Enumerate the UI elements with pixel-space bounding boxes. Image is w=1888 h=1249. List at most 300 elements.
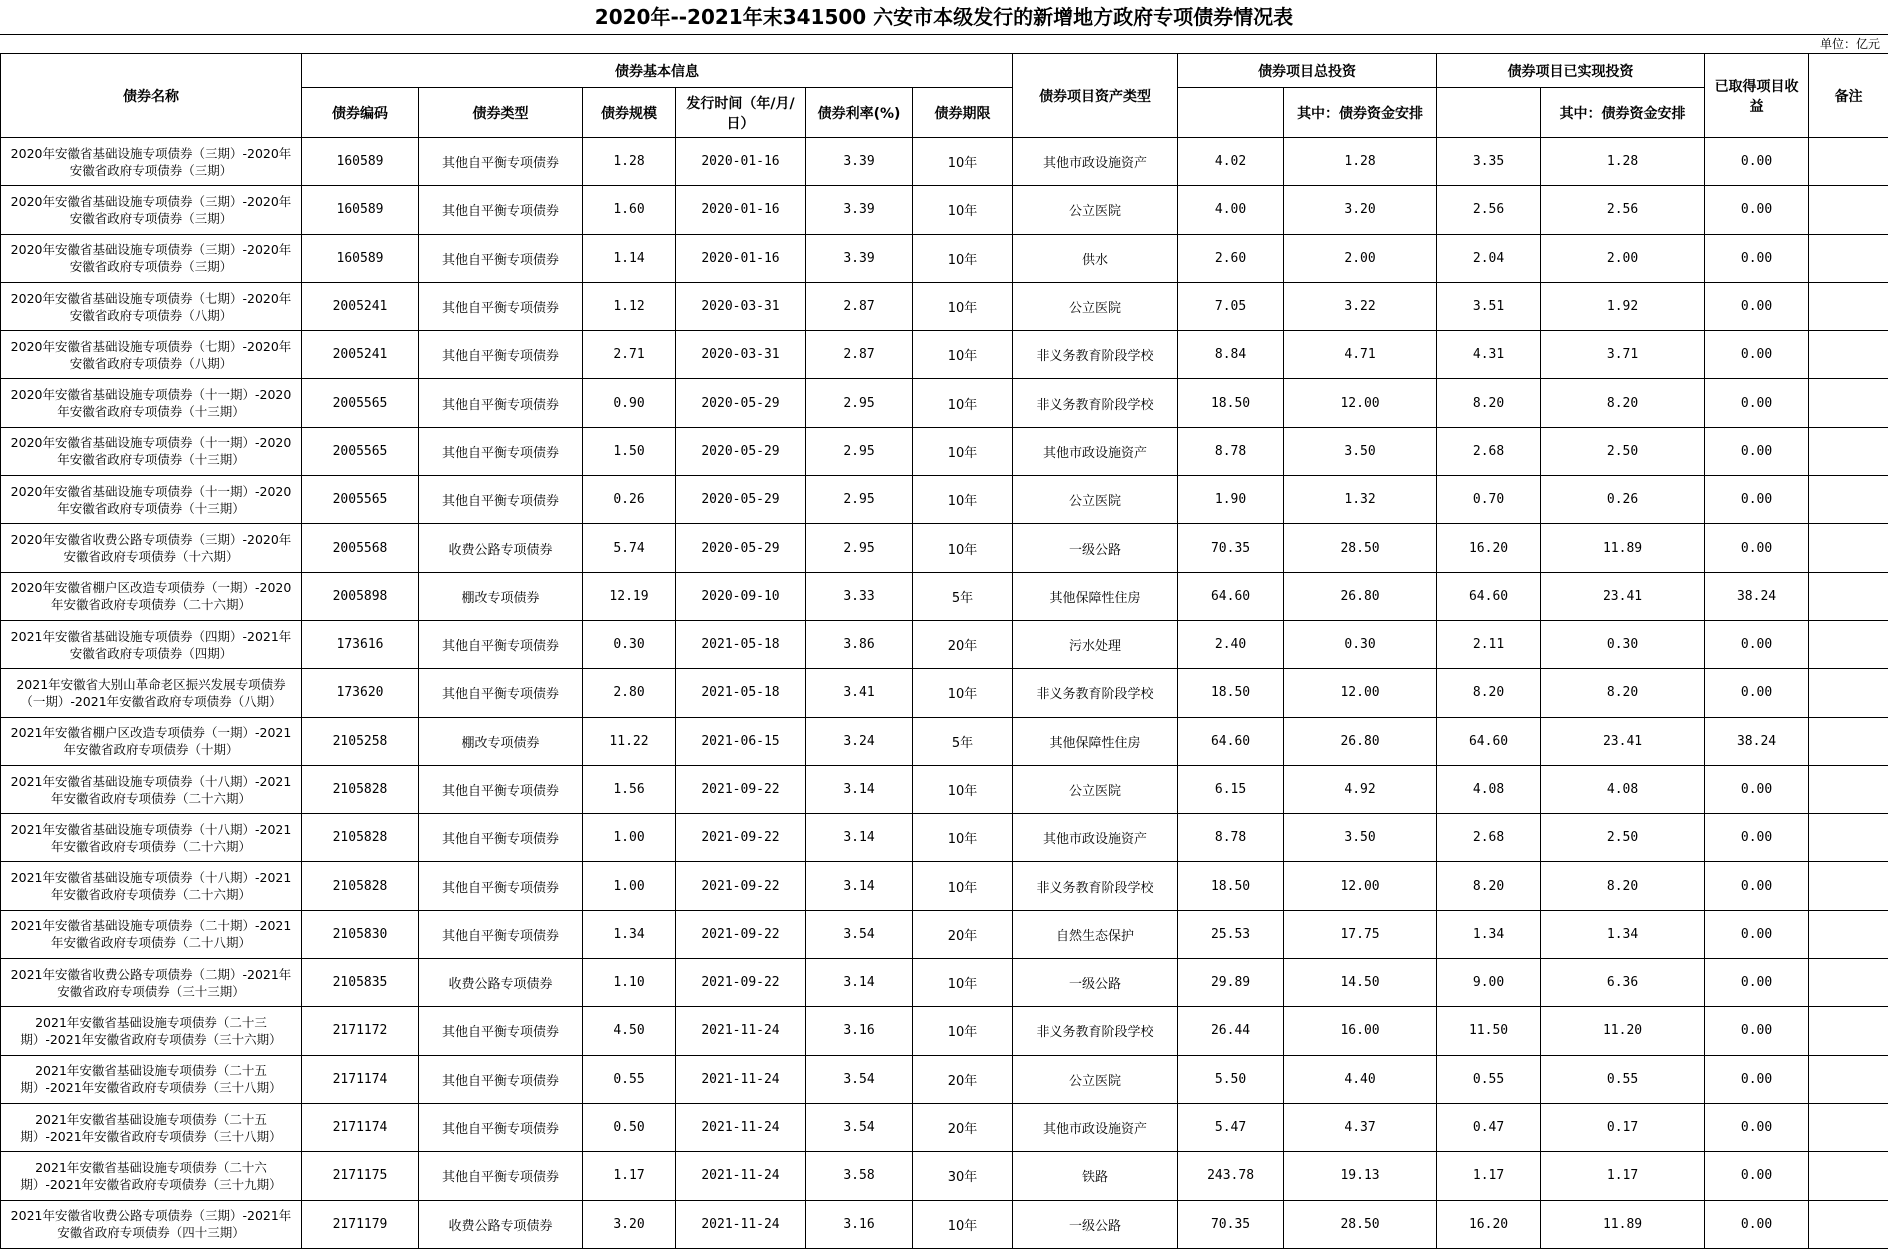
total-investment-cell: 5.50 <box>1178 1055 1284 1103</box>
table-row <box>1 765 1888 813</box>
bond-code-cell: 2005565 <box>302 379 419 427</box>
issue-date-cell: 2020-05-29 <box>676 379 806 427</box>
interest-rate-cell: 3.41 <box>806 669 913 717</box>
revenue-cell: 0.00 <box>1705 1152 1809 1200</box>
total-investment-cell: 18.50 <box>1178 862 1284 910</box>
bond-type-cell: 收费公路专项债券 <box>419 524 583 572</box>
bond-code-cell: 2171174 <box>302 1103 419 1151</box>
interest-rate-cell: 2.87 <box>806 331 913 379</box>
total-bond-funds-cell: 17.75 <box>1284 910 1437 958</box>
bond-name-cell <box>1 1007 302 1055</box>
header-bond-scale: 债券规模 <box>583 88 676 138</box>
table-row <box>1 620 1888 668</box>
asset-type-cell: 铁路 <box>1013 1152 1178 1200</box>
revenue-cell: 0.00 <box>1705 1103 1809 1151</box>
revenue-cell: 0.00 <box>1705 669 1809 717</box>
total-bond-funds-cell: 2.00 <box>1284 234 1437 282</box>
revenue-cell: 0.00 <box>1705 427 1809 475</box>
bond-type-cell: 其他自平衡专项债券 <box>419 379 583 427</box>
bond-code-cell: 2171174 <box>302 1055 419 1103</box>
realized-bond-funds-cell: 1.92 <box>1541 282 1705 330</box>
issue-date-cell: 2021-05-18 <box>676 669 806 717</box>
remarks-cell <box>1809 1055 1888 1103</box>
revenue-cell: 0.00 <box>1705 282 1809 330</box>
asset-type-cell: 供水 <box>1013 234 1178 282</box>
total-investment-cell: 1.90 <box>1178 476 1284 524</box>
bond-scale-cell: 0.30 <box>583 620 676 668</box>
realized-bond-funds-cell: 8.20 <box>1541 379 1705 427</box>
total-bond-funds-cell: 4.71 <box>1284 331 1437 379</box>
asset-type-cell: 公立医院 <box>1013 765 1178 813</box>
total-bond-funds-cell: 0.30 <box>1284 620 1437 668</box>
bond-name-text: 2020年安徽省基础设施专项债券（十一期）-2020年安徽省政府专项债券（十三期） <box>10 387 292 420</box>
realized-investment-cell: 0.47 <box>1437 1103 1541 1151</box>
bond-name-text: 2021年安徽省基础设施专项债券（二十期）-2021年安徽省政府专项债券（二十八期） <box>10 918 292 951</box>
bond-name-cell <box>1 620 302 668</box>
interest-rate-cell: 2.95 <box>806 524 913 572</box>
remarks-cell <box>1809 379 1888 427</box>
bond-name-cell <box>1 1152 302 1200</box>
bond-code-cell: 2105835 <box>302 959 419 1007</box>
issue-date-cell: 2020-05-29 <box>676 427 806 475</box>
bond-scale-cell: 1.34 <box>583 910 676 958</box>
total-investment-cell: 26.44 <box>1178 1007 1284 1055</box>
bond-name-cell <box>1 476 302 524</box>
table-row <box>1 379 1888 427</box>
asset-type-cell: 自然生态保护 <box>1013 910 1178 958</box>
remarks-cell <box>1809 186 1888 234</box>
realized-bond-funds-cell: 8.20 <box>1541 862 1705 910</box>
bond-type-cell: 棚改专项债券 <box>419 717 583 765</box>
bond-scale-cell: 1.28 <box>583 138 676 186</box>
asset-type-cell: 公立医院 <box>1013 282 1178 330</box>
bond-code-cell: 2171172 <box>302 1007 419 1055</box>
header-realized-investment: 债券项目已实现投资 <box>1437 54 1705 88</box>
table-row <box>1 717 1888 765</box>
table-row <box>1 186 1888 234</box>
realized-investment-cell: 2.68 <box>1437 814 1541 862</box>
bond-name-cell <box>1 234 302 282</box>
issue-date-cell: 2021-06-15 <box>676 717 806 765</box>
header-asset-type: 债券项目资产类型 <box>1013 54 1178 138</box>
interest-rate-cell: 3.14 <box>806 959 913 1007</box>
revenue-cell: 0.00 <box>1705 1055 1809 1103</box>
term-cell: 20年 <box>913 910 1013 958</box>
total-investment-cell: 64.60 <box>1178 572 1284 620</box>
bond-type-cell: 其他自平衡专项债券 <box>419 282 583 330</box>
total-investment-cell: 64.60 <box>1178 717 1284 765</box>
header-total-amount <box>1178 88 1284 138</box>
bond-name-cell <box>1 186 302 234</box>
bond-scale-cell: 2.80 <box>583 669 676 717</box>
total-investment-cell: 4.02 <box>1178 138 1284 186</box>
realized-investment-cell: 3.35 <box>1437 138 1541 186</box>
realized-bond-funds-cell: 23.41 <box>1541 572 1705 620</box>
term-cell: 10年 <box>913 427 1013 475</box>
realized-investment-cell: 16.20 <box>1437 524 1541 572</box>
remarks-cell <box>1809 427 1888 475</box>
asset-type-cell: 其他市政设施资产 <box>1013 1103 1178 1151</box>
remarks-cell <box>1809 1007 1888 1055</box>
bond-code-cell: 2105828 <box>302 814 419 862</box>
term-cell: 10年 <box>913 1007 1013 1055</box>
bond-name-cell <box>1 379 302 427</box>
asset-type-cell: 公立医院 <box>1013 476 1178 524</box>
remarks-cell <box>1809 1152 1888 1200</box>
bond-scale-cell: 4.50 <box>583 1007 676 1055</box>
header-realized-amount <box>1437 88 1541 138</box>
bond-scale-cell: 0.55 <box>583 1055 676 1103</box>
asset-type-cell: 非义务教育阶段学校 <box>1013 669 1178 717</box>
interest-rate-cell: 3.58 <box>806 1152 913 1200</box>
total-investment-cell: 2.40 <box>1178 620 1284 668</box>
bond-code-cell: 2005565 <box>302 427 419 475</box>
realized-investment-cell: 8.20 <box>1437 379 1541 427</box>
total-bond-funds-cell: 12.00 <box>1284 379 1437 427</box>
bond-name-text: 2020年安徽省基础设施专项债券（三期）-2020年安徽省政府专项债券（三期） <box>10 193 292 226</box>
interest-rate-cell: 3.39 <box>806 138 913 186</box>
bond-name-cell <box>1 862 302 910</box>
bond-name-cell <box>1 1103 302 1151</box>
remarks-cell <box>1809 814 1888 862</box>
bond-name-text: 2021年安徽省棚户区改造专项债券（一期）-2021年安徽省政府专项债券（十期） <box>10 725 292 758</box>
interest-rate-cell: 3.33 <box>806 572 913 620</box>
header-bond-name: 债券名称 <box>1 54 302 138</box>
bond-name-text: 2021年安徽省基础设施专项债券（二十五期）-2021年安徽省政府专项债券（三十八期） <box>20 1111 282 1144</box>
issue-date-cell: 2021-09-22 <box>676 862 806 910</box>
issue-date-cell: 2020-01-16 <box>676 138 806 186</box>
total-investment-cell: 18.50 <box>1178 669 1284 717</box>
asset-type-cell: 非义务教育阶段学校 <box>1013 379 1178 427</box>
realized-investment-cell: 3.51 <box>1437 282 1541 330</box>
term-cell: 20年 <box>913 1055 1013 1103</box>
bond-code-cell: 160589 <box>302 234 419 282</box>
total-investment-cell: 8.78 <box>1178 427 1284 475</box>
realized-bond-funds-cell: 0.17 <box>1541 1103 1705 1151</box>
bond-scale-cell: 0.26 <box>583 476 676 524</box>
remarks-cell <box>1809 862 1888 910</box>
term-cell: 10年 <box>913 765 1013 813</box>
remarks-cell <box>1809 282 1888 330</box>
remarks-cell <box>1809 138 1888 186</box>
table-row <box>1 282 1888 330</box>
total-bond-funds-cell: 16.00 <box>1284 1007 1437 1055</box>
revenue-cell: 0.00 <box>1705 379 1809 427</box>
header-interest-rate: 债券利率(%) <box>806 88 913 138</box>
asset-type-cell: 其他保障性住房 <box>1013 572 1178 620</box>
table-row <box>1 910 1888 958</box>
bond-name-cell <box>1 765 302 813</box>
bond-scale-cell: 3.20 <box>583 1200 676 1248</box>
bond-type-cell: 其他自平衡专项债券 <box>419 1007 583 1055</box>
interest-rate-cell: 3.54 <box>806 1103 913 1151</box>
issue-date-cell: 2020-03-31 <box>676 282 806 330</box>
realized-bond-funds-cell: 23.41 <box>1541 717 1705 765</box>
bond-scale-cell: 2.71 <box>583 331 676 379</box>
bond-scale-cell: 0.90 <box>583 379 676 427</box>
remarks-cell <box>1809 476 1888 524</box>
interest-rate-cell: 3.86 <box>806 620 913 668</box>
total-investment-cell: 8.84 <box>1178 331 1284 379</box>
total-bond-funds-cell: 3.50 <box>1284 814 1437 862</box>
term-cell: 10年 <box>913 476 1013 524</box>
term-cell: 10年 <box>913 862 1013 910</box>
total-investment-cell: 18.50 <box>1178 379 1284 427</box>
revenue-cell: 0.00 <box>1705 620 1809 668</box>
realized-bond-funds-cell: 0.30 <box>1541 620 1705 668</box>
table-body <box>1 138 1888 1249</box>
term-cell: 5年 <box>913 572 1013 620</box>
bond-name-cell <box>1 572 302 620</box>
remarks-cell <box>1809 572 1888 620</box>
revenue-cell: 0.00 <box>1705 186 1809 234</box>
bond-code-cell: 2105258 <box>302 717 419 765</box>
total-investment-cell: 6.15 <box>1178 765 1284 813</box>
bond-scale-cell: 1.14 <box>583 234 676 282</box>
bond-type-cell: 其他自平衡专项债券 <box>419 862 583 910</box>
bond-name-text: 2020年安徽省基础设施专项债券（十一期）-2020年安徽省政府专项债券（十三期） <box>10 435 292 468</box>
total-investment-cell: 70.35 <box>1178 1200 1284 1248</box>
realized-investment-cell: 4.08 <box>1437 765 1541 813</box>
bond-name-text: 2021年安徽省基础设施专项债券（四期）-2021年安徽省政府专项债券（四期） <box>10 628 292 661</box>
asset-type-cell: 其他市政设施资产 <box>1013 427 1178 475</box>
unit-label: 单位：亿元 <box>1819 37 1880 51</box>
issue-date-cell: 2020-05-29 <box>676 476 806 524</box>
realized-bond-funds-cell: 1.17 <box>1541 1152 1705 1200</box>
bond-name-text: 2021年安徽省基础设施专项债券（十八期）-2021年安徽省政府专项债券（二十六期） <box>10 870 292 903</box>
table-row <box>1 138 1888 186</box>
bond-scale-cell: 0.50 <box>583 1103 676 1151</box>
realized-bond-funds-cell: 1.28 <box>1541 138 1705 186</box>
realized-investment-cell: 1.17 <box>1437 1152 1541 1200</box>
table-row <box>1 331 1888 379</box>
interest-rate-cell: 2.95 <box>806 476 913 524</box>
header-bond-type: 债券类型 <box>419 88 583 138</box>
bond-name-text: 2020年安徽省基础设施专项债券（三期）-2020年安徽省政府专项债券（三期） <box>10 242 292 275</box>
realized-investment-cell: 2.56 <box>1437 186 1541 234</box>
interest-rate-cell: 3.14 <box>806 765 913 813</box>
table-row <box>1 862 1888 910</box>
revenue-cell: 0.00 <box>1705 1200 1809 1248</box>
bond-type-cell: 收费公路专项债券 <box>419 1200 583 1248</box>
bond-code-cell: 2105828 <box>302 765 419 813</box>
issue-date-cell: 2021-09-22 <box>676 814 806 862</box>
issue-date-cell: 2020-05-29 <box>676 524 806 572</box>
remarks-cell <box>1809 669 1888 717</box>
issue-date-cell: 2021-09-22 <box>676 910 806 958</box>
table-row <box>1 669 1888 717</box>
table-row <box>1 234 1888 282</box>
header-basic-info: 债券基本信息 <box>302 54 1013 88</box>
realized-investment-cell: 16.20 <box>1437 1200 1541 1248</box>
remarks-cell <box>1809 524 1888 572</box>
bond-type-cell: 其他自平衡专项债券 <box>419 186 583 234</box>
issue-date-cell: 2021-11-24 <box>676 1007 806 1055</box>
bond-code-cell: 2005568 <box>302 524 419 572</box>
bond-type-cell: 其他自平衡专项债券 <box>419 814 583 862</box>
issue-date-cell: 2021-11-24 <box>676 1103 806 1151</box>
bond-table <box>0 53 1888 1249</box>
interest-rate-cell: 3.39 <box>806 234 913 282</box>
total-bond-funds-cell: 12.00 <box>1284 669 1437 717</box>
bond-type-cell: 其他自平衡专项债券 <box>419 234 583 282</box>
realized-bond-funds-cell: 11.89 <box>1541 524 1705 572</box>
total-bond-funds-cell: 3.50 <box>1284 427 1437 475</box>
total-investment-cell: 4.00 <box>1178 186 1284 234</box>
issue-date-cell: 2021-11-24 <box>676 1152 806 1200</box>
remarks-cell <box>1809 717 1888 765</box>
realized-investment-cell: 11.50 <box>1437 1007 1541 1055</box>
bond-name-cell <box>1 814 302 862</box>
header-realized-of-which: 其中：债券资金安排 <box>1541 88 1705 138</box>
bond-code-cell: 2005565 <box>302 476 419 524</box>
realized-investment-cell: 9.00 <box>1437 959 1541 1007</box>
bond-name-text: 2021年安徽省基础设施专项债券（二十六期）-2021年安徽省政府专项债券（三十九期） <box>20 1159 282 1192</box>
realized-bond-funds-cell: 2.56 <box>1541 186 1705 234</box>
total-bond-funds-cell: 4.37 <box>1284 1103 1437 1151</box>
bond-code-cell: 173616 <box>302 620 419 668</box>
term-cell: 5年 <box>913 717 1013 765</box>
term-cell: 10年 <box>913 282 1013 330</box>
header-bond-code: 债券编码 <box>302 88 419 138</box>
remarks-cell <box>1809 910 1888 958</box>
realized-bond-funds-cell: 2.50 <box>1541 427 1705 475</box>
bond-type-cell: 其他自平衡专项债券 <box>419 476 583 524</box>
remarks-cell <box>1809 1103 1888 1151</box>
table-row <box>1 476 1888 524</box>
header-revenue: 已取得项目收益 <box>1705 54 1809 138</box>
asset-type-cell: 非义务教育阶段学校 <box>1013 331 1178 379</box>
interest-rate-cell: 3.54 <box>806 1055 913 1103</box>
bond-name-cell <box>1 910 302 958</box>
table-row <box>1 1103 1888 1151</box>
bond-scale-cell: 1.00 <box>583 862 676 910</box>
realized-bond-funds-cell: 0.26 <box>1541 476 1705 524</box>
interest-rate-cell: 3.24 <box>806 717 913 765</box>
total-bond-funds-cell: 28.50 <box>1284 1200 1437 1248</box>
term-cell: 10年 <box>913 669 1013 717</box>
bond-name-text: 2021年安徽省收费公路专项债券（三期）-2021年安徽省政府专项债券（四十三期） <box>10 1208 292 1241</box>
total-bond-funds-cell: 1.32 <box>1284 476 1437 524</box>
total-investment-cell: 5.47 <box>1178 1103 1284 1151</box>
bond-type-cell: 其他自平衡专项债券 <box>419 765 583 813</box>
realized-investment-cell: 64.60 <box>1437 572 1541 620</box>
total-bond-funds-cell: 4.40 <box>1284 1055 1437 1103</box>
table-row <box>1 814 1888 862</box>
bond-type-cell: 其他自平衡专项债券 <box>419 331 583 379</box>
issue-date-cell: 2021-11-24 <box>676 1200 806 1248</box>
issue-date-cell: 2021-09-22 <box>676 765 806 813</box>
header-total-of-which: 其中：债券资金安排 <box>1284 88 1437 138</box>
bond-scale-cell: 1.56 <box>583 765 676 813</box>
realized-investment-cell: 1.34 <box>1437 910 1541 958</box>
revenue-cell: 0.00 <box>1705 1007 1809 1055</box>
bond-scale-cell: 5.74 <box>583 524 676 572</box>
realized-investment-cell: 0.70 <box>1437 476 1541 524</box>
revenue-cell: 0.00 <box>1705 476 1809 524</box>
realized-investment-cell: 8.20 <box>1437 669 1541 717</box>
realized-bond-funds-cell: 11.20 <box>1541 1007 1705 1055</box>
realized-bond-funds-cell: 11.89 <box>1541 1200 1705 1248</box>
realized-investment-cell: 2.68 <box>1437 427 1541 475</box>
revenue-cell: 0.00 <box>1705 138 1809 186</box>
revenue-cell: 0.00 <box>1705 331 1809 379</box>
remarks-cell <box>1809 234 1888 282</box>
interest-rate-cell: 2.87 <box>806 282 913 330</box>
term-cell: 20年 <box>913 1103 1013 1151</box>
asset-type-cell: 其他市政设施资产 <box>1013 138 1178 186</box>
term-cell: 10年 <box>913 1200 1013 1248</box>
bond-code-cell: 160589 <box>302 138 419 186</box>
bond-name-text: 2020年安徽省基础设施专项债券（三期）-2020年安徽省政府专项债券（三期） <box>10 145 292 178</box>
asset-type-cell: 一级公路 <box>1013 1200 1178 1248</box>
realized-bond-funds-cell: 1.34 <box>1541 910 1705 958</box>
bond-type-cell: 其他自平衡专项债券 <box>419 1055 583 1103</box>
interest-rate-cell: 3.14 <box>806 862 913 910</box>
interest-rate-cell: 2.95 <box>806 427 913 475</box>
interest-rate-cell: 3.16 <box>806 1007 913 1055</box>
total-bond-funds-cell: 1.28 <box>1284 138 1437 186</box>
interest-rate-cell: 3.54 <box>806 910 913 958</box>
realized-investment-cell: 2.04 <box>1437 234 1541 282</box>
bond-type-cell: 其他自平衡专项债券 <box>419 427 583 475</box>
bond-type-cell: 其他自平衡专项债券 <box>419 910 583 958</box>
remarks-cell <box>1809 620 1888 668</box>
realized-bond-funds-cell: 2.50 <box>1541 814 1705 862</box>
revenue-cell: 0.00 <box>1705 234 1809 282</box>
bond-code-cell: 160589 <box>302 186 419 234</box>
asset-type-cell: 其他市政设施资产 <box>1013 814 1178 862</box>
realized-investment-cell: 2.11 <box>1437 620 1541 668</box>
bond-name-cell <box>1 717 302 765</box>
realized-bond-funds-cell: 0.55 <box>1541 1055 1705 1103</box>
term-cell: 30年 <box>913 1152 1013 1200</box>
asset-type-cell: 公立医院 <box>1013 186 1178 234</box>
realized-investment-cell: 64.60 <box>1437 717 1541 765</box>
bond-name-cell <box>1 138 302 186</box>
bond-code-cell: 2005241 <box>302 282 419 330</box>
remarks-cell <box>1809 765 1888 813</box>
term-cell: 10年 <box>913 331 1013 379</box>
bond-scale-cell: 1.50 <box>583 427 676 475</box>
bond-type-cell: 其他自平衡专项债券 <box>419 669 583 717</box>
header-issue-date: 发行时间（年/月/日） <box>676 88 806 138</box>
bond-code-cell: 2105828 <box>302 862 419 910</box>
total-bond-funds-cell: 28.50 <box>1284 524 1437 572</box>
interest-rate-cell: 3.39 <box>806 186 913 234</box>
term-cell: 10年 <box>913 379 1013 427</box>
issue-date-cell: 2020-01-16 <box>676 186 806 234</box>
total-investment-cell: 29.89 <box>1178 959 1284 1007</box>
table-row <box>1 1200 1888 1248</box>
term-cell: 10年 <box>913 524 1013 572</box>
header-total-investment: 债券项目总投资 <box>1178 54 1437 88</box>
interest-rate-cell: 2.95 <box>806 379 913 427</box>
total-investment-cell: 243.78 <box>1178 1152 1284 1200</box>
realized-investment-cell: 0.55 <box>1437 1055 1541 1103</box>
bond-name-text: 2021年安徽省基础设施专项债券（十八期）-2021年安徽省政府专项债券（二十六期） <box>10 821 292 854</box>
total-bond-funds-cell: 19.13 <box>1284 1152 1437 1200</box>
bond-name-text: 2021年安徽省收费公路专项债券（二期）-2021年安徽省政府专项债券（三十三期） <box>10 966 292 999</box>
table-row <box>1 524 1888 572</box>
bond-name-text: 2020年安徽省基础设施专项债券（七期）-2020年安徽省政府专项债券（八期） <box>10 338 292 371</box>
term-cell: 10年 <box>913 186 1013 234</box>
bond-name-text: 2021年安徽省基础设施专项债券（二十五期）-2021年安徽省政府专项债券（三十八期） <box>20 1063 282 1096</box>
total-bond-funds-cell: 12.00 <box>1284 862 1437 910</box>
header-row-1 <box>1 54 1888 88</box>
revenue-cell: 0.00 <box>1705 765 1809 813</box>
total-investment-cell: 2.60 <box>1178 234 1284 282</box>
